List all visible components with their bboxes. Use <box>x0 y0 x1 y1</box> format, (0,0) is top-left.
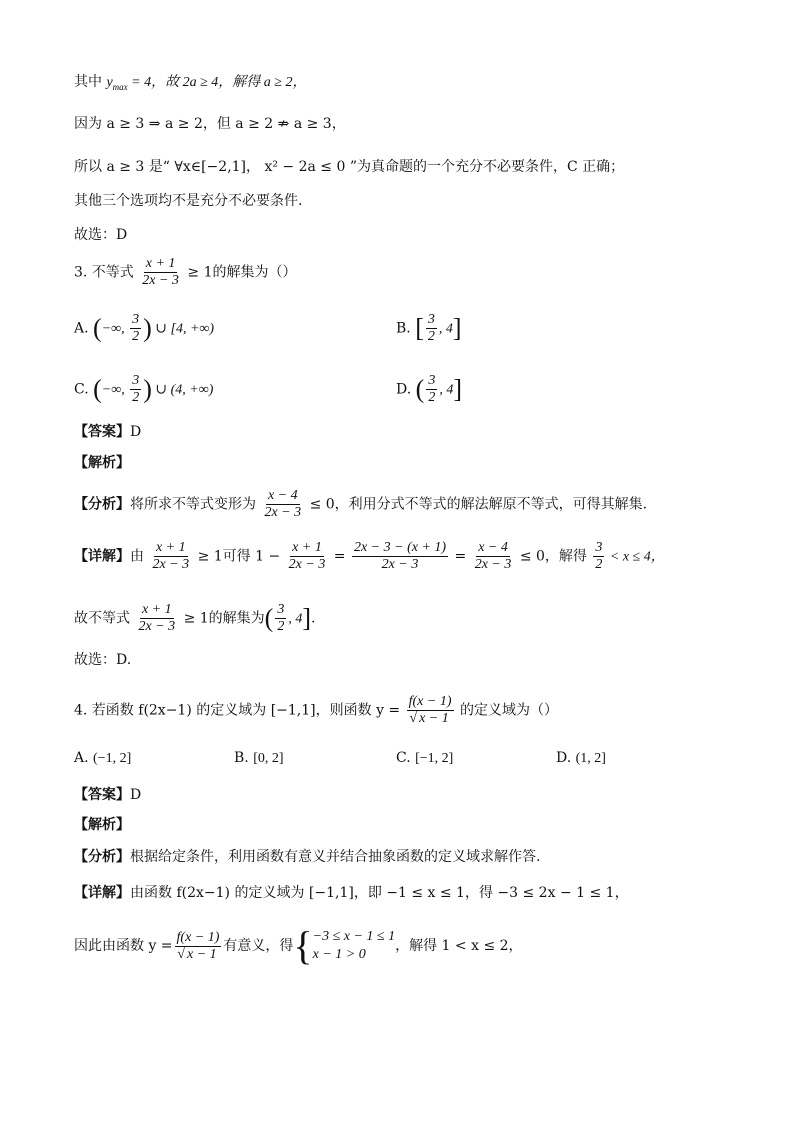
bracket: ] <box>453 374 462 404</box>
text: 其中 <box>74 74 107 90</box>
text: 故选：D <box>74 227 128 243</box>
line-implication <box>74 114 346 134</box>
text: 故选：D. <box>74 652 132 668</box>
bracket: ( <box>93 313 102 343</box>
analysis-line <box>74 453 130 473</box>
text: ≥ 1的解集为 <box>179 610 265 627</box>
answer-value: D <box>130 787 142 803</box>
equation-system <box>293 923 396 968</box>
text: 所以 a ≥ 3 是“ ∀x∈[−2,1]， x² − 2a ≤ 0 ”为真命题的一个充分不必要条件，C 正确； <box>74 159 625 175</box>
math-text: , 4 <box>438 321 453 337</box>
text: ≤ 0，利用分式不等式的解法解原不等式，可得其解集. <box>305 496 648 513</box>
analysis-tag: 【解析】 <box>74 455 130 471</box>
question-3 <box>74 256 296 289</box>
answer-tag: 【答案】 <box>74 424 130 440</box>
conclusion-line <box>74 602 315 635</box>
system-row: x − 1 > 0 <box>312 947 366 962</box>
math-text: < x ≤ 4， <box>606 549 665 565</box>
fenxi-line <box>74 488 647 521</box>
denominator: 2x − 3 <box>264 505 302 520</box>
q4-answer-line <box>74 785 141 805</box>
fraction <box>136 602 177 635</box>
fraction <box>175 930 222 963</box>
numerator: f(x − 1) <box>176 929 220 945</box>
denominator: 2 <box>132 390 140 405</box>
denominator: 2 <box>277 619 285 634</box>
numerator: x + 1 <box>292 540 322 555</box>
text: 有意义，得 <box>223 938 294 954</box>
text: 由函数 f(2x−1) 的定义域为 [−1,1]，即 −1 ≤ x ≤ 1，得 −3 ≤ 2x − 1 ≤ 1， <box>130 885 629 901</box>
option-value: (1, 2] <box>575 751 606 766</box>
denominator: 2 <box>428 390 436 405</box>
math-text: ∪ (4, +∞) <box>151 382 214 398</box>
option-label: B. <box>396 320 411 337</box>
question-prefix: 4. 若函数 f(2x−1) 的定义域为 [−1,1]，则函数 y = <box>74 702 405 719</box>
line-others <box>74 191 302 211</box>
bracket: ( <box>264 603 274 633</box>
q4-option-b <box>234 748 284 769</box>
question-suffix: 的定义域为（） <box>455 702 558 719</box>
text: 将所求不等式变形为 <box>130 496 261 513</box>
denominator: 2x − 3 <box>474 557 512 572</box>
text: 由 <box>130 548 149 565</box>
answer-value: D <box>130 424 142 440</box>
fraction <box>150 540 191 573</box>
bracket: ] <box>302 603 312 633</box>
numerator: x − 4 <box>267 488 298 503</box>
fraction <box>262 488 303 521</box>
bracket: ) <box>143 374 152 404</box>
option-label: A. <box>74 320 89 337</box>
q4-fenxi-line <box>74 847 540 867</box>
subscript-max: max <box>112 81 128 92</box>
option-value: [0, 2] <box>253 751 284 766</box>
numerator: 3 <box>132 373 140 388</box>
fraction <box>130 312 141 345</box>
denominator: 2x − 3 <box>142 273 179 288</box>
option-value: [−1, 2] <box>415 751 454 766</box>
fraction <box>407 694 454 727</box>
fraction <box>287 540 328 573</box>
denominator: √ x − 1 <box>409 711 449 726</box>
q4-option-c <box>396 748 453 769</box>
option-a <box>74 312 214 345</box>
line-conclusion <box>74 157 624 177</box>
option-label: D. <box>556 750 572 766</box>
xiangjie-tag: 【详解】 <box>74 885 130 901</box>
q4-option-d <box>556 748 606 769</box>
text: 因此由函数 y = <box>74 938 173 954</box>
option-d <box>396 373 462 406</box>
numerator: 2x − 3 − (x + 1) <box>353 540 447 555</box>
fraction <box>473 540 514 573</box>
q4-xiangjie-line <box>74 883 629 903</box>
line-choose-d <box>74 225 127 245</box>
denominator: 2x − 3 <box>381 557 419 572</box>
denominator: 2x − 3 <box>288 557 326 572</box>
option-c <box>74 373 213 406</box>
denominator: 2x − 3 <box>138 619 176 634</box>
fraction <box>140 256 181 289</box>
fenxi-tag: 【分析】 <box>74 496 130 513</box>
question-prefix: 3. 不等式 <box>74 264 139 281</box>
xiangjie-tag: 【详解】 <box>74 548 130 565</box>
answer-line <box>74 422 141 442</box>
math-text: ∪ [4, +∞) <box>151 321 215 337</box>
denominator: 2x − 3 <box>152 557 190 572</box>
question-suffix: ≥ 1的解集为（） <box>182 264 297 281</box>
text: ≥ 1可得 1 − <box>193 548 285 565</box>
bracket: ( <box>415 374 425 404</box>
option-label: D. <box>396 381 412 398</box>
option-label: A. <box>74 750 89 766</box>
fraction <box>426 312 437 345</box>
system-row: −3 ≤ x − 1 ≤ 1 <box>312 929 396 944</box>
numerator: 3 <box>427 312 435 327</box>
bracket: ] <box>452 313 462 343</box>
fraction <box>426 373 437 406</box>
numerator: 3 <box>277 602 285 617</box>
text: 其他三个选项均不是充分不必要条件. <box>74 193 303 209</box>
text: ，解得 1 < x ≤ 2， <box>395 938 523 954</box>
analysis-tag: 【解析】 <box>74 817 130 833</box>
xiangjie-line <box>74 540 665 573</box>
numerator: f(x − 1) <box>408 694 452 709</box>
math-y: y <box>106 75 113 90</box>
sqrt-body: x − 1 <box>419 711 449 726</box>
math-text: −∞, <box>101 321 129 337</box>
line-ymax <box>74 72 307 97</box>
math-text: , 4 <box>439 382 454 398</box>
numerator: x + 1 <box>141 602 172 617</box>
q4-option-a <box>74 748 131 769</box>
text: 故不等式 <box>74 610 135 627</box>
numerator: 3 <box>595 540 603 555</box>
option-b <box>396 312 462 345</box>
q4-last-line <box>74 924 523 968</box>
math-text: −∞, <box>101 382 129 398</box>
bracket: ) <box>143 313 152 343</box>
fenxi-tag: 【分析】 <box>74 849 130 865</box>
option-label: C. <box>74 381 89 398</box>
text: 因为 a ≥ 3 ⇒ a ≥ 2，但 a ≥ 2 ⇏ a ≥ 3， <box>74 116 346 132</box>
text: = <box>450 548 471 565</box>
choose-line <box>74 650 131 670</box>
numerator: x − 4 <box>478 540 508 555</box>
answer-tag: 【答案】 <box>74 787 130 803</box>
math-text: = 4，故 2a ≥ 4，解得 a ≥ 2， <box>127 75 307 90</box>
text: . <box>311 610 316 627</box>
question-4 <box>74 694 558 727</box>
numerator: 3 <box>132 312 140 327</box>
denominator: √ x − 1 <box>177 946 217 962</box>
numerator: 3 <box>428 373 436 388</box>
bracket: ( <box>93 374 102 404</box>
text: 根据给定条件，利用函数有意义并结合抽象函数的定义域求解作答. <box>130 849 541 865</box>
option-label: C. <box>396 750 411 766</box>
denominator: 2 <box>427 329 435 344</box>
option-value: (−1, 2] <box>93 751 132 766</box>
bracket: [ <box>415 313 424 343</box>
denominator: 2 <box>132 329 140 344</box>
numerator: x + 1 <box>145 256 176 271</box>
text: = <box>329 548 350 565</box>
math-text: , 4 <box>288 611 303 627</box>
denominator: 2 <box>595 557 603 572</box>
q4-analysis-line <box>74 815 130 835</box>
option-label: B. <box>234 750 249 766</box>
text: ≤ 0，解得 <box>515 548 592 565</box>
fraction <box>275 602 286 635</box>
brace: { <box>293 923 313 968</box>
fraction <box>593 540 604 573</box>
fraction <box>352 540 448 573</box>
sqrt-body: x − 1 <box>186 946 217 962</box>
numerator: x + 1 <box>155 540 186 555</box>
fraction <box>130 373 141 406</box>
